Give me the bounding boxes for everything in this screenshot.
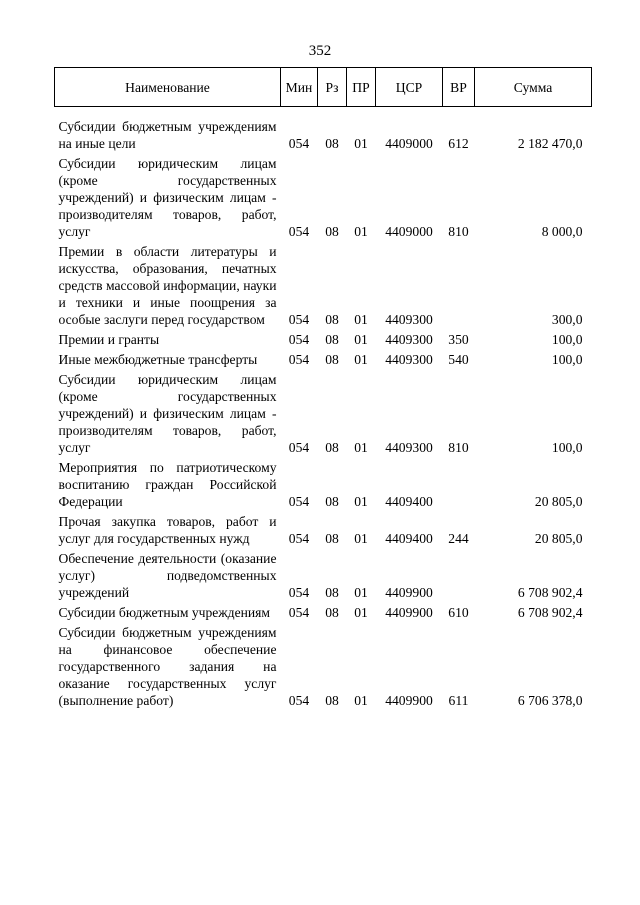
table-body bbox=[55, 107, 592, 710]
row-pr: 01 bbox=[354, 352, 368, 367]
row-csr: 4409300 bbox=[385, 332, 433, 347]
row-rz: 08 bbox=[325, 494, 339, 509]
table-spacer bbox=[55, 107, 592, 116]
row-min: 054 bbox=[288, 224, 310, 239]
row-min: 054 bbox=[288, 494, 310, 509]
table-row bbox=[55, 601, 592, 621]
table-row bbox=[55, 348, 592, 368]
header-pr: ПР bbox=[347, 68, 376, 107]
row-csr: 4409300 bbox=[385, 352, 433, 367]
row-csr: 4409400 bbox=[385, 494, 433, 509]
row-sum: 8 000,0 bbox=[541, 224, 583, 239]
row-vr bbox=[443, 456, 475, 510]
row-min: 054 bbox=[288, 605, 310, 620]
row-pr: 01 bbox=[354, 585, 368, 600]
row-name: Субсидии бюджетным учреждениям на иные цели bbox=[58, 119, 277, 151]
row-sum: 300,0 bbox=[551, 312, 583, 327]
row-csr: 4409900 bbox=[385, 585, 433, 600]
row-min: 054 bbox=[288, 585, 310, 600]
row-rz: 08 bbox=[325, 312, 339, 327]
header-csr: ЦСР bbox=[376, 68, 443, 107]
row-rz: 08 bbox=[325, 440, 339, 455]
row-rz: 08 bbox=[325, 224, 339, 239]
row-name: Прочая закупка товаров, работ и услуг для государственных нужд bbox=[58, 514, 277, 546]
table-row bbox=[55, 510, 592, 547]
row-min: 054 bbox=[288, 136, 310, 151]
row-rz: 08 bbox=[325, 136, 339, 151]
row-vr: 610 bbox=[448, 605, 469, 620]
row-sum: 6 706 378,0 bbox=[517, 693, 583, 708]
header-name: Наименование bbox=[55, 68, 281, 107]
row-pr: 01 bbox=[354, 312, 368, 327]
header-rz: Рз bbox=[318, 68, 347, 107]
row-csr: 4409000 bbox=[385, 136, 433, 151]
page-number: 352 bbox=[308, 43, 332, 59]
row-vr: 244 bbox=[448, 531, 469, 546]
row-vr: 810 bbox=[448, 440, 469, 455]
row-name: Субсидии бюджетным учреждениям на финансовое обеспечение государственного задания на оказание государственных услуг (выполнение работ) bbox=[58, 625, 277, 708]
row-vr bbox=[443, 547, 475, 601]
row-pr: 01 bbox=[354, 494, 368, 509]
row-pr: 01 bbox=[354, 693, 368, 708]
row-vr: 612 bbox=[448, 136, 469, 151]
row-name: Субсидии юридическим лицам (кроме государственных учреждений) и физическим лицам - производителям товаров, работ, услуг bbox=[58, 372, 277, 455]
row-sum: 100,0 bbox=[551, 352, 583, 367]
table-row bbox=[55, 368, 592, 456]
row-vr: 540 bbox=[448, 352, 469, 367]
row-min: 054 bbox=[288, 440, 310, 455]
row-name: Субсидии бюджетным учреждениям bbox=[58, 605, 271, 620]
table-row bbox=[55, 456, 592, 510]
header-vr: ВР bbox=[443, 68, 475, 107]
table-row bbox=[55, 152, 592, 240]
row-sum: 100,0 bbox=[551, 332, 583, 347]
row-pr: 01 bbox=[354, 136, 368, 151]
row-csr: 4409900 bbox=[385, 693, 433, 708]
row-vr: 611 bbox=[448, 693, 469, 708]
row-name: Мероприятия по патриотическому воспитанию граждан Российской Федерации bbox=[58, 460, 277, 509]
row-min: 054 bbox=[288, 312, 310, 327]
budget-table bbox=[54, 67, 592, 709]
header-row bbox=[55, 68, 592, 107]
row-name: Субсидии юридическим лицам (кроме государственных учреждений) и физическим лицам - производителям товаров, работ, услуг bbox=[58, 156, 277, 239]
row-rz: 08 bbox=[325, 585, 339, 600]
table-row bbox=[55, 240, 592, 328]
row-vr: 810 bbox=[448, 224, 469, 239]
row-sum: 20 805,0 bbox=[534, 531, 583, 546]
row-rz: 08 bbox=[325, 605, 339, 620]
table-row bbox=[55, 328, 592, 348]
table-row bbox=[55, 115, 592, 152]
row-csr: 4409300 bbox=[385, 312, 433, 327]
table-row bbox=[55, 621, 592, 709]
row-sum: 20 805,0 bbox=[534, 494, 583, 509]
row-sum: 100,0 bbox=[551, 440, 583, 455]
row-pr: 01 bbox=[354, 440, 368, 455]
row-min: 054 bbox=[288, 693, 310, 708]
table-header bbox=[55, 68, 592, 107]
row-min: 054 bbox=[288, 531, 310, 546]
row-csr: 4409000 bbox=[385, 224, 433, 239]
row-rz: 08 bbox=[325, 531, 339, 546]
row-name: Премии в области литературы и искусства, образования, печатных средств массовой информации, науки и техники и иные поощрения за особые заслуги перед государством bbox=[58, 244, 277, 327]
row-csr: 4409900 bbox=[385, 605, 433, 620]
row-csr: 4409400 bbox=[385, 531, 433, 546]
header-min: Мин bbox=[281, 68, 318, 107]
row-min: 054 bbox=[288, 332, 310, 347]
row-pr: 01 bbox=[354, 605, 368, 620]
row-name: Обеспечение деятельности (оказание услуг) подведомственных учреждений bbox=[58, 551, 277, 600]
row-name: Премии и гранты bbox=[58, 332, 160, 347]
row-sum: 6 708 902,4 bbox=[517, 585, 583, 600]
row-csr: 4409300 bbox=[385, 440, 433, 455]
row-rz: 08 bbox=[325, 352, 339, 367]
header-sum: Сумма bbox=[475, 68, 592, 107]
row-vr: 350 bbox=[448, 332, 469, 347]
row-name: Иные межбюджетные трансферты bbox=[58, 352, 258, 367]
row-vr bbox=[443, 240, 475, 328]
row-pr: 01 bbox=[354, 332, 368, 347]
row-rz: 08 bbox=[325, 332, 339, 347]
row-sum: 2 182 470,0 bbox=[517, 136, 583, 151]
row-pr: 01 bbox=[354, 224, 368, 239]
row-pr: 01 bbox=[354, 531, 368, 546]
row-min: 054 bbox=[288, 352, 310, 367]
row-rz: 08 bbox=[325, 693, 339, 708]
table-row bbox=[55, 547, 592, 601]
row-sum: 6 708 902,4 bbox=[517, 605, 583, 620]
